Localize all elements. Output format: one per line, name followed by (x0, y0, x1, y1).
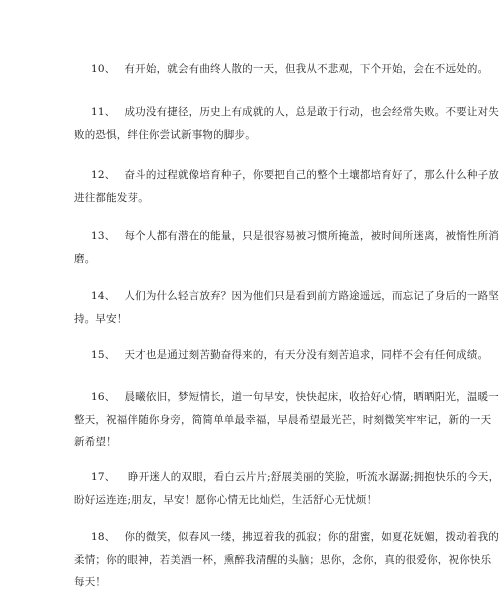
paragraph-text: 新希望！ (74, 436, 117, 448)
paragraph-line (74, 164, 499, 187)
paragraph-line (74, 187, 434, 210)
paragraph-line (74, 489, 434, 512)
paragraph-line (74, 101, 499, 124)
paragraph-number: 14、 (91, 290, 116, 302)
paragraph-10 (74, 58, 489, 81)
paragraph-text: 你的微笑，似春风一缕，拂逗着我的孤寂；你的甜蜜，如夏花妩媚，拨动着我的 (124, 531, 499, 543)
paragraph-line (74, 431, 434, 454)
paragraph-line (74, 58, 489, 81)
paragraph-line (74, 466, 500, 489)
paragraph-line (74, 124, 434, 147)
paragraph-text: 人们为什么轻言放弃？因为他们只是看到前方路途遥远，而忘记了身后的一路坚 (124, 290, 499, 302)
paragraph-number: 10、 (91, 63, 116, 75)
paragraph-18 (74, 526, 499, 594)
paragraph-text: 睁开迷人的双眼，看白云片片;舒展美丽的笑脸，听流水潺潺;拥抱快乐的今天， (124, 471, 500, 483)
paragraph-line (74, 225, 499, 248)
paragraph-11 (74, 101, 499, 146)
paragraph-13 (74, 225, 499, 270)
paragraph-text: 有开始，就会有曲终人散的一天，但我从不悲观，下个开始，会在不远处的。 (124, 63, 489, 75)
paragraph-line (74, 248, 434, 271)
paragraph-text: 整天，祝福伴随你身旁，简简单单最幸福，早晨希望最光芒，时刻微笑牢牢记，新的一天 (74, 413, 492, 426)
paragraph-line (74, 526, 499, 549)
paragraph-number: 17、 (91, 471, 116, 483)
paragraph-number: 13、 (91, 230, 116, 242)
paragraph-text: 柔情；你的眼神，若美酒一杯，熏醉我清醒的头脑；思你，念你，真的很爱你，祝你快乐 (74, 553, 492, 566)
paragraph-text: 盼好运连连;朋友，早安！愿你心情无比灿烂，生活舒心无忧烦！ (74, 493, 378, 506)
paragraph-text: 败的恐惧，绊住你尝试新事物的脚步。 (74, 128, 256, 141)
paragraph-number: 18、 (91, 531, 116, 543)
paragraph-line (74, 571, 434, 594)
paragraph-line (74, 409, 492, 432)
paragraph-text: 磨。 (74, 252, 96, 265)
paragraph-line (74, 549, 492, 572)
paragraph-number: 16、 (91, 391, 116, 403)
paragraph-number: 12、 (91, 169, 116, 181)
paragraph-line (74, 308, 434, 331)
paragraph-text: 奋斗的过程就像培育种子，你要把自己的整个土壤都培育好了，那么什么种子放 (124, 169, 499, 181)
paragraph-17 (74, 466, 500, 511)
paragraph-line (74, 386, 499, 409)
paragraph-text: 晨曦依旧，梦短情长，道一句早安，快快起床，收拾好心情，晒晒阳光，温暖一 (124, 391, 499, 403)
paragraph-16 (74, 386, 499, 454)
paragraph-text: 每个人都有潜在的能量，只是很容易被习惯所掩盖，被时间所迷离，被惰性所消 (124, 230, 499, 242)
paragraph-14 (74, 285, 499, 330)
paragraph-text: 每天！ (74, 576, 107, 588)
paragraph-line (74, 285, 499, 308)
paragraph-text: 持。早安！ (74, 312, 128, 325)
paragraph-text: 成功没有捷径，历史上有成就的人，总是敢于行动，也会经常失败。不要让对失 (124, 106, 499, 118)
paragraph-text: 天才也是通过刻苦勤奋得来的，有天分没有刻苦追求，同样不会有任何成绩。 (124, 349, 489, 361)
paragraph-number: 15、 (91, 349, 116, 361)
paragraph-15 (74, 344, 489, 367)
paragraph-12 (74, 164, 499, 209)
paragraph-line (74, 344, 489, 367)
paragraph-text: 进往都能发芽。 (74, 191, 149, 204)
paragraph-number: 11、 (91, 106, 116, 118)
